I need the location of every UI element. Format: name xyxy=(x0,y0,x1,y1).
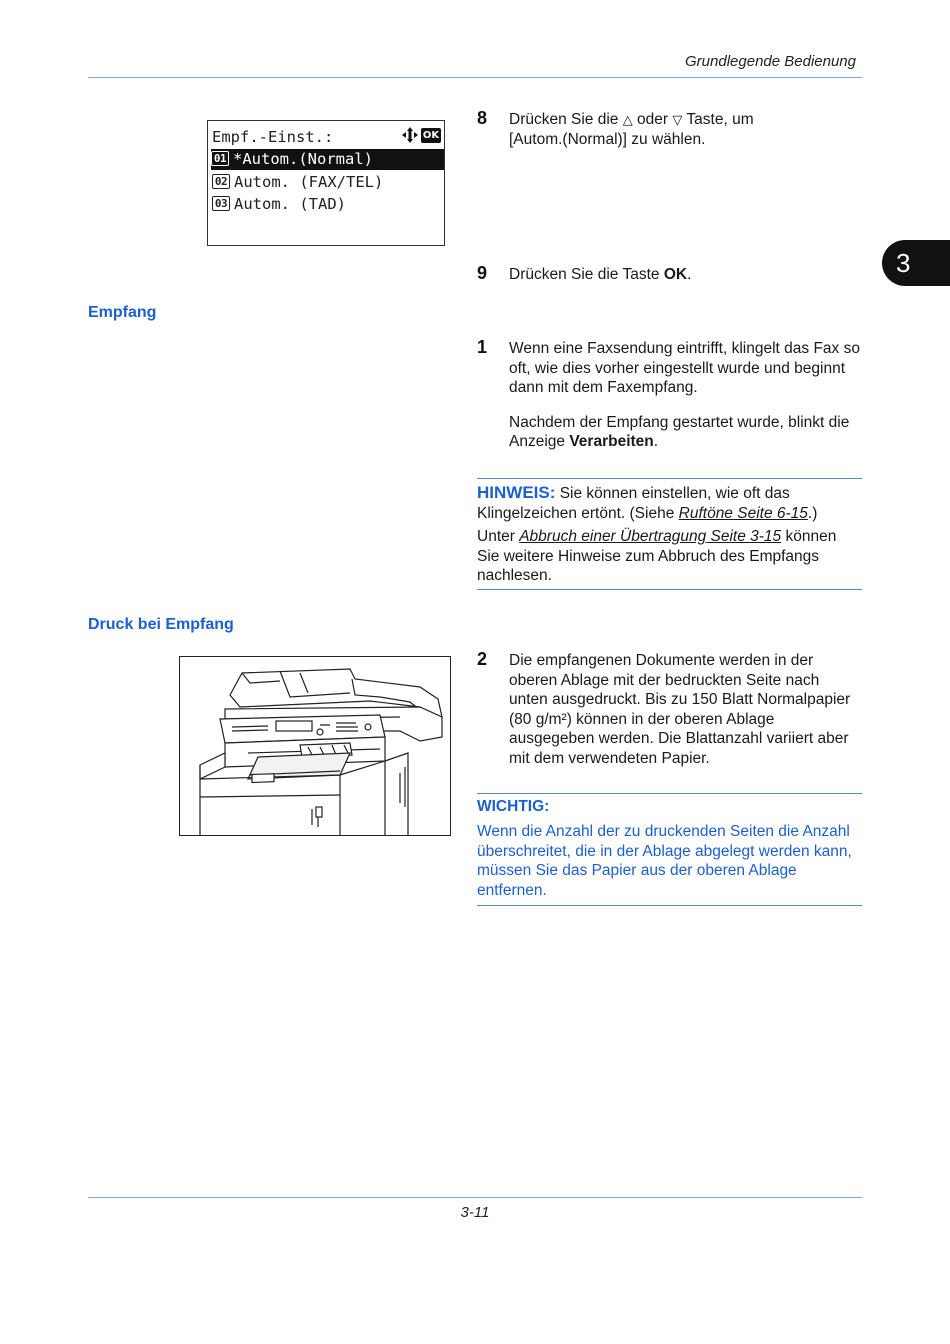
option-number: 02 xyxy=(212,174,230,189)
step-text-part: Drücken Sie die xyxy=(509,111,619,128)
step-text-part: . xyxy=(653,433,659,450)
section-heading-druck: Druck bei Empfang xyxy=(88,616,234,633)
note-text: Unter xyxy=(477,528,515,545)
up-triangle-icon: △ xyxy=(622,112,633,127)
chapter-tab: 3 xyxy=(882,240,950,286)
printer-illustration xyxy=(179,656,451,836)
footer-rule xyxy=(88,1197,862,1198)
lcd-option xyxy=(212,172,444,193)
step-number: 8 xyxy=(477,108,488,128)
option-number: 01 xyxy=(211,151,229,166)
lcd-title: Empf.-Einst.: xyxy=(212,128,334,146)
step-text-part: . xyxy=(687,266,692,283)
step-paragraph xyxy=(509,413,861,452)
lcd-screen xyxy=(207,120,445,246)
note-paragraph xyxy=(477,483,862,523)
link-abbruch-uebertragung[interactable]: Abbruch einer Übertragung Seite 3-15 xyxy=(519,528,782,545)
section-heading-empfang: Empfang xyxy=(88,304,157,321)
step-number: 9 xyxy=(477,263,488,283)
printer-icon xyxy=(180,657,450,835)
note-box xyxy=(477,478,862,590)
option-label: Autom. (FAX/TEL) xyxy=(234,173,384,191)
step-text xyxy=(509,265,861,285)
page-number: 3-11 xyxy=(460,1204,490,1221)
cross-arrows-icon xyxy=(401,127,419,143)
down-triangle-icon: ▽ xyxy=(672,112,683,127)
note-text: Sie können einstellen, wie oft das Klingelzeichen ertönt. (Siehe xyxy=(477,485,790,522)
note-text: .) xyxy=(807,504,818,522)
step-text xyxy=(509,339,861,452)
option-label: *Autom.(Normal) xyxy=(233,150,373,168)
step-text-part: Taste, um xyxy=(686,111,754,128)
note-paragraph xyxy=(477,527,862,586)
header-rule xyxy=(88,77,862,78)
step-number: 2 xyxy=(477,649,488,669)
note-label: HINWEIS: xyxy=(477,483,556,502)
step-number: 1 xyxy=(477,337,488,357)
ok-badge: OK xyxy=(422,129,440,141)
step-text-part: oder xyxy=(637,111,669,128)
note-text: können Sie weitere Hinweise zum Abbruch des Empfangs nachlesen. xyxy=(477,528,837,584)
step-text-part: Nachdem der Empfang gestartet wurde, blinkt die Anzeige xyxy=(509,413,850,450)
option-label: Autom. (TAD) xyxy=(234,195,346,213)
step-text xyxy=(509,110,861,149)
step-text: Die empfangenen Dokumente werden in der oberen Ablage mit der bedruckten Seite nach unten ausgedruckt. Bis zu 150 Blatt Normalpapier (80 g/m²) können in der oberen Ablage ausgegeben werden. Die Blattanzahl variiert aber mit dem verwendeten Papier. xyxy=(509,652,851,767)
option-number: 03 xyxy=(212,196,230,211)
important-text: Wenn die Anzahl der zu druckenden Seiten die Anzahl überschreitet, die in der Ablage abgelegt werden kann, müssen Sie das Papier aus der oberen Ablage entfernen. xyxy=(477,823,852,899)
step-text-part: [Autom.(Normal)] zu wählen. xyxy=(509,130,706,148)
lcd-option xyxy=(212,194,444,215)
link-ruftoene[interactable]: Ruftöne Seite 6-15 xyxy=(678,504,808,522)
step-paragraph: Wenn eine Faxsendung eintrifft, klingelt das Fax so oft, wie dies vorher eingestellt wurde und beginnt dann mit dem Faxempfang. xyxy=(509,340,860,396)
important-box xyxy=(477,793,862,906)
ok-key-label: OK xyxy=(663,266,688,283)
lcd-status-icons xyxy=(401,127,441,143)
running-header: Grundlegende Bedienung xyxy=(685,53,856,70)
display-message: Verarbeiten xyxy=(569,433,654,450)
step-text-part: Drücken Sie die Taste xyxy=(509,266,660,283)
important-label: WICHTIG: xyxy=(477,798,550,815)
lcd-option xyxy=(211,149,444,170)
